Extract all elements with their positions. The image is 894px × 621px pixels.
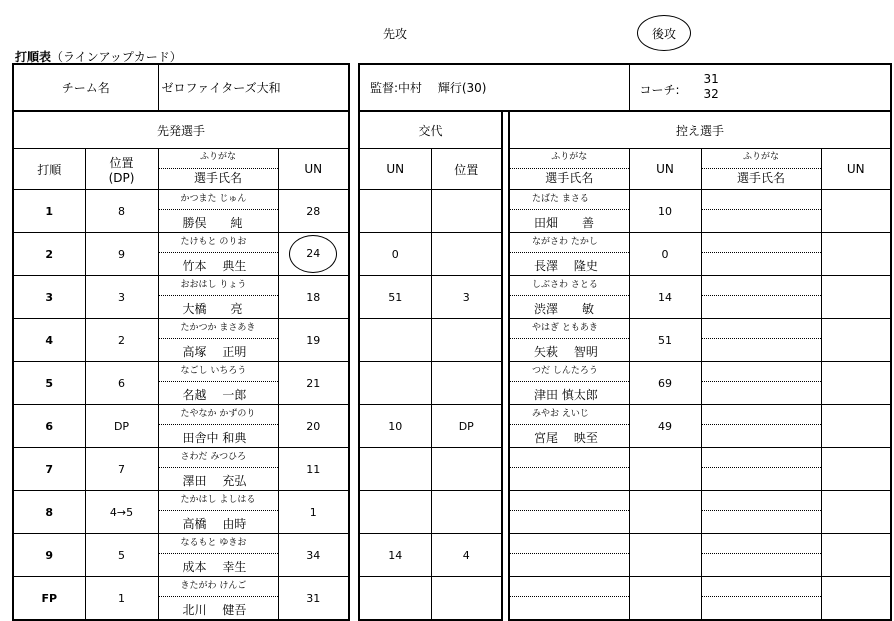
bench-furigana: たばた まさる (510, 190, 629, 210)
bench-row (509, 491, 891, 534)
coach-2: 32 (703, 87, 719, 101)
sub-un (359, 319, 431, 362)
bench-name-cell (509, 534, 629, 577)
batting-order: 5 (13, 362, 85, 405)
bench-col-player-name-2: 選手氏名 (736, 171, 785, 185)
player-un: 20 (278, 405, 349, 448)
batting-order: 9 (13, 534, 85, 577)
sheet-title-sub: （ラインアップカード） (51, 50, 182, 64)
sub-row (359, 233, 502, 276)
player-name: 大橋 亮 (182, 302, 243, 316)
col-name (158, 149, 278, 190)
bench-furigana: やはぎ ともあき (510, 319, 629, 339)
bench-name (510, 469, 629, 490)
bench-name-cell (509, 362, 629, 405)
col-position-label: 位置 (109, 155, 134, 170)
sub-un (359, 577, 431, 621)
player-name: 竹本 典生 (182, 259, 247, 273)
bench-col-furigana-1: ふりがな (510, 149, 629, 169)
bench-name: 長澤 隆史 (534, 259, 598, 273)
sub-un (359, 190, 431, 233)
sub-un: 10 (359, 405, 431, 448)
col-position (85, 149, 158, 190)
bench-un-2 (821, 190, 891, 233)
bench-name-cell-2 (701, 276, 821, 319)
player-furigana: たかはし よしはる (159, 491, 278, 511)
second-attack-label: 後攻 (651, 26, 676, 41)
player-name-cell (158, 491, 278, 534)
bench-name: 田畑 善 (534, 216, 595, 230)
player-un (278, 233, 349, 276)
bench-name-cell-2 (701, 577, 821, 621)
player-furigana: なるもと ゆきお (159, 534, 278, 554)
bench-name-2 (702, 297, 821, 318)
player-furigana: きたがわ けんご (159, 577, 278, 597)
player-name-cell (158, 577, 278, 621)
player-un: 18 (278, 276, 349, 319)
bench-row (509, 190, 891, 233)
bench-furigana-2 (702, 448, 821, 468)
bench-un: 69 (629, 362, 701, 405)
player-name: 澤田 充弘 (182, 474, 247, 488)
bench-col-name-2 (701, 149, 821, 190)
batting-order: 6 (13, 405, 85, 448)
bench-name-2 (702, 469, 821, 490)
player-name: 北川 健吾 (182, 603, 247, 617)
bench-furigana: しぶさわ さとる (510, 276, 629, 296)
player-position: 5 (85, 534, 158, 577)
subs-heading: 交代 (359, 111, 502, 149)
bench-name-cell-2 (701, 233, 821, 276)
starter-row (13, 190, 349, 233)
bench-name-cell-2 (701, 491, 821, 534)
sub-position: DP (431, 405, 502, 448)
bench-un-2 (821, 491, 891, 534)
player-position: 1 (85, 577, 158, 621)
starter-row (13, 276, 349, 319)
player-furigana: かつまた じゅん (159, 190, 278, 210)
player-position: DP (85, 405, 158, 448)
sub-row (359, 491, 502, 534)
bench-name-cell-2 (701, 319, 821, 362)
bench-row (509, 362, 891, 405)
bench-name-2 (702, 211, 821, 232)
sub-col-un: UN (359, 149, 431, 190)
sub-position (431, 577, 502, 621)
starters-heading: 先発選手 (13, 111, 349, 149)
player-position: 2 (85, 319, 158, 362)
bench-un-2 (821, 577, 891, 621)
player-name-cell (158, 448, 278, 491)
starter-row (13, 448, 349, 491)
bench-un-2 (821, 362, 891, 405)
coach-label: コーチ: (639, 83, 680, 97)
sub-row (359, 405, 502, 448)
starter-row (13, 405, 349, 448)
sub-position (431, 319, 502, 362)
player-furigana: たやなか かずのり (159, 405, 278, 425)
bench-heading: 控え選手 (509, 111, 891, 149)
player-name: 勝俣 純 (182, 216, 243, 230)
bench-un: 0 (629, 233, 701, 276)
starter-row (13, 362, 349, 405)
col-furigana: ふりがな (159, 149, 278, 169)
bench-row (509, 276, 891, 319)
player-un: 1 (278, 491, 349, 534)
bench-name-cell-2 (701, 405, 821, 448)
batting-order: 8 (13, 491, 85, 534)
bench-name: 矢萩 智明 (534, 345, 598, 359)
sub-col-position: 位置 (431, 149, 502, 190)
bench-row (509, 319, 891, 362)
bench-furigana-2 (702, 405, 821, 425)
bench-un-2 (821, 405, 891, 448)
player-position: 3 (85, 276, 158, 319)
bench-name-2 (702, 598, 821, 619)
player-un: 34 (278, 534, 349, 577)
sub-row (359, 577, 502, 621)
sub-position (431, 362, 502, 405)
staff-table (358, 63, 892, 112)
bench-name (510, 512, 629, 533)
bench-furigana: つだ しんたろう (510, 362, 629, 382)
bench-name-cell-2 (701, 448, 821, 491)
sub-un: 51 (359, 276, 431, 319)
bench-furigana-2 (702, 319, 821, 339)
player-name-cell (158, 362, 278, 405)
bench-col-name-1 (509, 149, 629, 190)
bench-furigana-2 (702, 577, 821, 597)
starter-row (13, 491, 349, 534)
bench-name-2 (702, 426, 821, 447)
bench-name-2 (702, 512, 821, 533)
coach-1: 31 (703, 72, 719, 86)
player-name-cell (158, 319, 278, 362)
manager-cell: 監督:中村 輝行(30) (359, 64, 629, 111)
bench-furigana-2 (702, 491, 821, 511)
player-position: 9 (85, 233, 158, 276)
player-name-cell (158, 276, 278, 319)
batting-order: 1 (13, 190, 85, 233)
bench-un (629, 534, 701, 577)
bench-furigana-2 (702, 190, 821, 210)
second-attack-circled (637, 15, 691, 51)
bench-name-cell-2 (701, 190, 821, 233)
starter-row (13, 577, 349, 621)
player-name: 田舎中 和典 (182, 431, 247, 445)
bench-col-player-name-1: 選手氏名 (545, 171, 594, 185)
bench-furigana-2 (702, 534, 821, 554)
bench-name: 渋澤 敏 (534, 302, 595, 316)
player-un-circled: 24 (289, 235, 337, 273)
bench-table (508, 110, 892, 621)
sub-row (359, 276, 502, 319)
sub-position: 4 (431, 534, 502, 577)
player-un: 31 (278, 577, 349, 621)
player-furigana: たかつか まさあき (159, 319, 278, 339)
bench-name-2 (702, 555, 821, 576)
bench-furigana (510, 491, 629, 511)
sheet-title-main: 打順表 (15, 50, 52, 64)
bench-un-2 (821, 448, 891, 491)
bench-un: 51 (629, 319, 701, 362)
sub-un (359, 362, 431, 405)
bench-un: 49 (629, 405, 701, 448)
player-name: 名越 一郎 (182, 388, 247, 402)
bench-name-2 (702, 254, 821, 275)
bench-un: 10 (629, 190, 701, 233)
starter-row (13, 534, 349, 577)
substitutes-table (358, 110, 503, 621)
sub-position (431, 491, 502, 534)
bench-col-furigana-2: ふりがな (702, 149, 821, 169)
bench-name-cell-2 (701, 534, 821, 577)
bench-row (509, 534, 891, 577)
bench-name-2 (702, 340, 821, 361)
sub-un (359, 491, 431, 534)
player-position: 4→5 (85, 491, 158, 534)
player-un: 19 (278, 319, 349, 362)
starter-row (13, 319, 349, 362)
bench-un: 14 (629, 276, 701, 319)
sub-un: 14 (359, 534, 431, 577)
team-name-value: ゼロファイターズ大和 (158, 64, 349, 111)
player-position: 8 (85, 190, 158, 233)
bench-name-cell-2 (701, 362, 821, 405)
bench-col-un-2: UN (821, 149, 891, 190)
bench-row (509, 233, 891, 276)
player-un: 28 (278, 190, 349, 233)
sub-row (359, 319, 502, 362)
bench-furigana: みやお えいじ (510, 405, 629, 425)
batting-order: FP (13, 577, 85, 621)
sub-position (431, 233, 502, 276)
sub-position (431, 448, 502, 491)
sub-position (431, 190, 502, 233)
sub-un (359, 448, 431, 491)
starters-table (12, 110, 350, 621)
player-furigana: なごし いちろう (159, 362, 278, 382)
bench-furigana: ながさわ たかし (510, 233, 629, 253)
player-furigana: おおはし りょう (159, 276, 278, 296)
player-name: 成本 幸生 (182, 560, 247, 574)
bench-un-2 (821, 319, 891, 362)
player-name: 高塚 正明 (182, 345, 247, 359)
bench-name-cell (509, 491, 629, 534)
player-un: 11 (278, 448, 349, 491)
sub-position: 3 (431, 276, 502, 319)
batting-order: 7 (13, 448, 85, 491)
bench-name-cell (509, 233, 629, 276)
sub-row (359, 448, 502, 491)
batting-order: 4 (13, 319, 85, 362)
sub-row (359, 534, 502, 577)
bench-name-cell (509, 276, 629, 319)
bench-name-cell (509, 577, 629, 621)
bench-furigana-2 (702, 276, 821, 296)
starter-row (13, 233, 349, 276)
bench-un (629, 577, 701, 621)
bench-name-2 (702, 383, 821, 404)
bench-name-cell (509, 190, 629, 233)
player-name-cell (158, 534, 278, 577)
player-position: 6 (85, 362, 158, 405)
bench-name-cell (509, 405, 629, 448)
team-name-label: チーム名 (13, 64, 158, 111)
batting-order: 2 (13, 233, 85, 276)
bench-row (509, 405, 891, 448)
sub-un: 0 (359, 233, 431, 276)
bench-row (509, 448, 891, 491)
bench-furigana (510, 577, 629, 597)
bench-name-cell (509, 319, 629, 362)
bench-furigana-2 (702, 362, 821, 382)
bench-name (510, 555, 629, 576)
coach-cell (629, 64, 891, 111)
bench-furigana (510, 448, 629, 468)
bench-name (510, 598, 629, 619)
bench-un-2 (821, 276, 891, 319)
bench-un (629, 491, 701, 534)
bench-name: 津田 慎太郎 (534, 388, 598, 402)
batting-order: 3 (13, 276, 85, 319)
player-name: 高橋 由時 (182, 517, 247, 531)
bench-un (629, 448, 701, 491)
player-name-cell (158, 233, 278, 276)
bench-col-un-1: UN (629, 149, 701, 190)
player-name-cell (158, 190, 278, 233)
bench-un-2 (821, 534, 891, 577)
bench-un-2 (821, 233, 891, 276)
bench-furigana-2 (702, 233, 821, 253)
bench-name: 宮尾 映至 (534, 431, 598, 445)
bench-furigana (510, 534, 629, 554)
player-name-cell (158, 405, 278, 448)
col-order: 打順 (13, 149, 85, 190)
sub-row (359, 190, 502, 233)
bench-row (509, 577, 891, 621)
col-position-dp: (DP) (108, 170, 135, 185)
player-position: 7 (85, 448, 158, 491)
col-un: UN (278, 149, 349, 190)
player-furigana: たけもと のりお (159, 233, 278, 253)
player-furigana: さわだ みつひろ (159, 448, 278, 468)
first-attack-label: 先攻 (383, 27, 408, 41)
sub-row (359, 362, 502, 405)
bench-name-cell (509, 448, 629, 491)
team-name-table (12, 63, 350, 112)
col-player-name: 選手氏名 (193, 171, 242, 185)
player-un: 21 (278, 362, 349, 405)
